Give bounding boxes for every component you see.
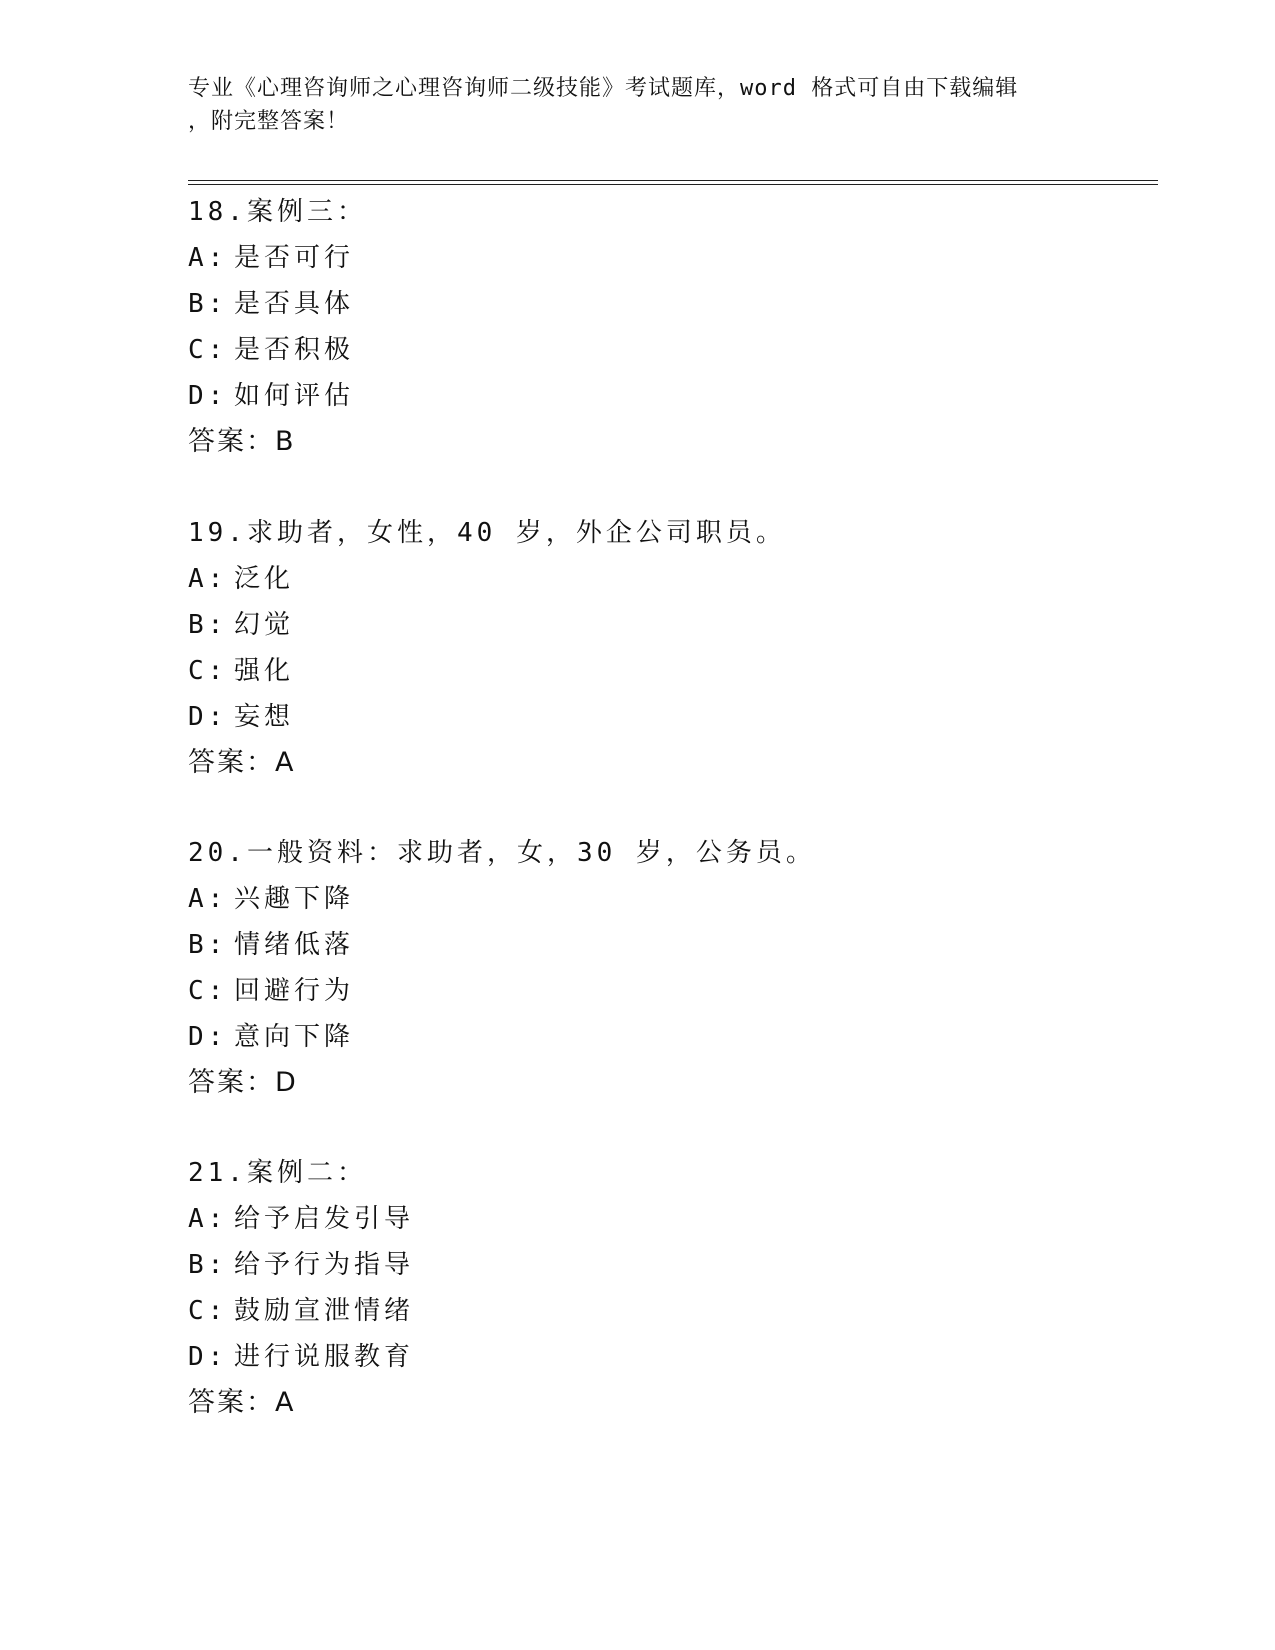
option-letter: B: (188, 1250, 228, 1280)
option-text: 给予启发引导 (234, 1204, 415, 1234)
option-c (188, 648, 1158, 694)
question-title: 19.求助者，女性，40 岁，外企公司职员。 (188, 518, 786, 548)
question-20 (188, 830, 1158, 1106)
option-text: 如何评估 (234, 381, 355, 411)
question-title: 20.一般资料：求助者，女，30 岁，公务员。 (188, 838, 816, 868)
option-a (188, 876, 1158, 922)
question-21 (188, 1150, 1158, 1426)
question-title: 21.案例二： (188, 1158, 367, 1188)
option-letter: C: (188, 1296, 228, 1326)
option-text: 鼓励宣泄情绪 (234, 1296, 415, 1326)
option-letter: D: (188, 381, 228, 411)
option-text: 意向下降 (234, 1022, 355, 1052)
option-letter: A: (188, 884, 228, 914)
answer-line: 答案：A (188, 1387, 296, 1418)
option-text: 泛化 (234, 564, 295, 594)
option-letter: B: (188, 610, 228, 640)
option-d (188, 694, 1158, 740)
option-d (188, 373, 1158, 419)
option-letter: A: (188, 564, 228, 594)
option-letter: B: (188, 930, 228, 960)
option-text: 兴趣下降 (234, 884, 355, 914)
option-text: 给予行为指导 (234, 1250, 415, 1280)
answer-line: 答案：A (188, 747, 296, 778)
option-a (188, 1196, 1158, 1242)
option-text: 强化 (234, 656, 295, 686)
option-text: 是否积极 (234, 335, 355, 365)
option-letter: A: (188, 243, 228, 273)
answer-line: 答案：B (188, 426, 296, 457)
option-letter: A: (188, 1204, 228, 1234)
header-divider-top (188, 180, 1158, 181)
option-letter: C: (188, 976, 228, 1006)
option-letter: C: (188, 335, 228, 365)
question-18 (188, 189, 1158, 465)
document-header (188, 72, 1068, 138)
header-line-1: 专业《心理咨询师之心理咨询师二级技能》考试题库，word 格式可自由下载编辑 (188, 76, 1019, 101)
option-c (188, 968, 1158, 1014)
option-b (188, 1242, 1158, 1288)
option-text: 回避行为 (234, 976, 355, 1006)
option-letter: C: (188, 656, 228, 686)
question-19 (188, 510, 1158, 786)
header-divider-bottom (188, 184, 1158, 185)
option-letter: D: (188, 1022, 228, 1052)
option-b (188, 922, 1158, 968)
option-a (188, 235, 1158, 281)
option-text: 进行说服教育 (234, 1342, 415, 1372)
option-d (188, 1014, 1158, 1060)
option-letter: D: (188, 1342, 228, 1372)
option-d (188, 1334, 1158, 1380)
question-title: 18.案例三： (188, 197, 367, 227)
answer-line: 答案：D (188, 1067, 298, 1098)
option-text: 情绪低落 (234, 930, 355, 960)
option-c (188, 327, 1158, 373)
option-text: 幻觉 (234, 610, 295, 640)
option-a (188, 556, 1158, 602)
header-line-2: ，附完整答案！ (188, 109, 350, 134)
option-b (188, 602, 1158, 648)
option-letter: D: (188, 702, 228, 732)
option-c (188, 1288, 1158, 1334)
option-letter: B: (188, 289, 228, 319)
option-text: 是否可行 (234, 243, 355, 273)
option-text: 妄想 (234, 702, 295, 732)
option-text: 是否具体 (234, 289, 355, 319)
option-b (188, 281, 1158, 327)
